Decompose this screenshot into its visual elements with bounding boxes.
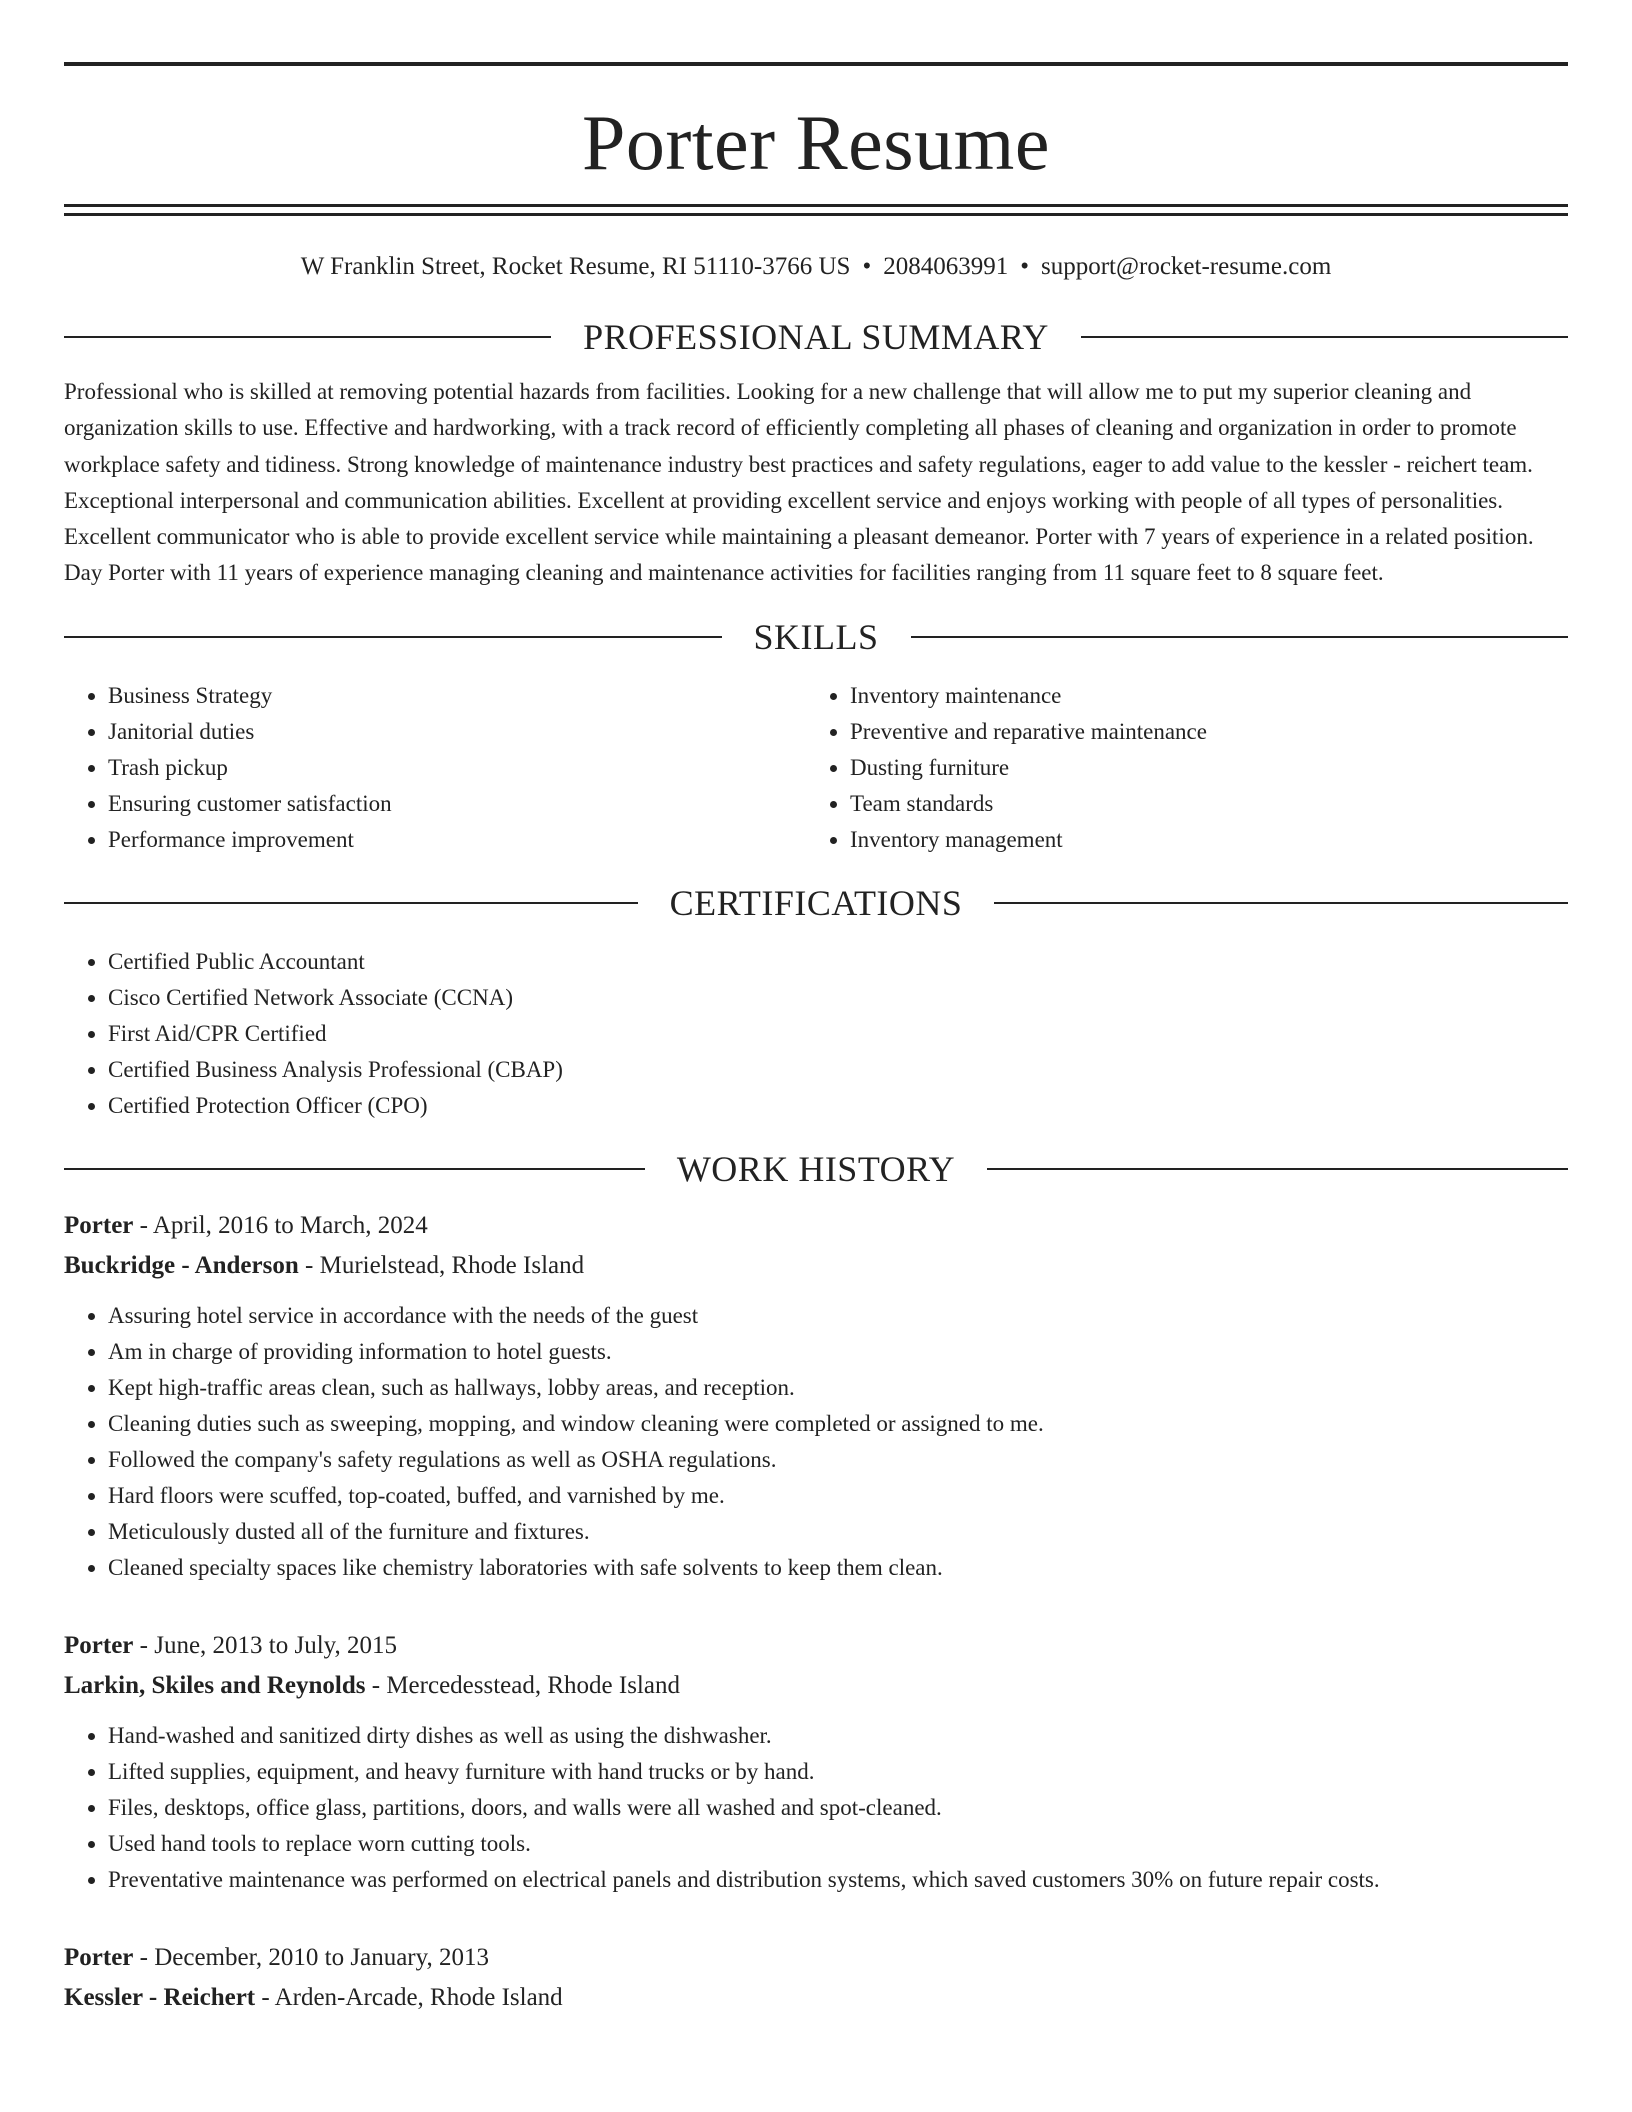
job-title: Porter [64, 1211, 134, 1239]
skills-column-right [806, 678, 1548, 858]
job-bullet: • Cleaning duties such as sweeping, mopping, and window cleaning were completed or assigned to me. [108, 1406, 1568, 1442]
job-company-line [64, 1246, 1568, 1286]
skill-item: • Ensuring customer satisfaction [108, 786, 806, 822]
job-bullet: • Hand-washed and sanitized dirty dishes as well as using the dishwasher. [108, 1718, 1568, 1754]
job-dates: - April, 2016 to March, 2024 [133, 1211, 428, 1239]
job-company: Larkin, Skiles and Reynolds [64, 1671, 366, 1699]
certification-item: • Certified Protection Officer (CPO) [108, 1088, 1568, 1124]
job-bullets [64, 1718, 1568, 1898]
skill-item: • Preventive and reparative maintenance [850, 714, 1548, 750]
skill-item: • Janitorial duties [108, 714, 806, 750]
skill-item: • Business Strategy [108, 678, 806, 714]
section-rule [911, 636, 1569, 638]
job-title-line [64, 1626, 1568, 1666]
summary-text: Professional who is skilled at removing potential hazards from facilities. Looking for a new challenge that will allow me to put my superior cleaning and organization skills to use. Effective and hardworking, with a track record of efficiently completing all phases of cleaning and organization in order to promote workplace safety and tidiness. Strong knowledge of maintenance industry best practices and safety regulations, eager to add value to the kessler - reichert team. Exceptional interpersonal and communication abilities. Excellent at providing excellent service and enjoys working with people of all types of personalities. Excellent communicator who is able to provide excellent service while maintaining a pleasant demeanor. Porter with 7 years of experience in a related position. Day Porter with 11 years of experience managing cleaning and maintenance activities for facilities ranging from 11 square feet to 8 square feet. [64, 379, 1534, 586]
contact-separator: • [862, 253, 872, 280]
job-bullet: • Preventative maintenance was performed on electrical panels and distribution systems, which saved customers 30% on future repair costs. [108, 1862, 1568, 1898]
contact-email: support@rocket-resume.com [1040, 253, 1332, 280]
skill-item: • Inventory management [850, 822, 1548, 858]
section-header-summary [64, 312, 1568, 362]
section-header-work-history [64, 1144, 1568, 1194]
job-company: Kessler - Reichert [64, 1983, 256, 2011]
certification-item: • Cisco Certified Network Associate (CCNA) [108, 980, 1568, 1016]
skill-item: • Dusting furniture [850, 750, 1548, 786]
top-rule [64, 62, 1568, 66]
job-company: Buckridge - Anderson [64, 1251, 299, 1279]
job-bullets [64, 1298, 1568, 1586]
section-rule [64, 336, 551, 338]
job-bullet: • Meticulously dusted all of the furniture and fixtures. [108, 1514, 1568, 1550]
resume-name: Porter Resume [582, 99, 1050, 186]
job-title: Porter [64, 1943, 134, 1971]
section-rule [64, 902, 638, 904]
job-company-line [64, 1978, 1568, 2018]
job-bullet: • Used hand tools to replace worn cutting tools. [108, 1826, 1568, 1862]
section-header-skills [64, 612, 1568, 662]
contact-separator: • [1020, 253, 1029, 280]
job-title: Porter [64, 1631, 134, 1659]
job-bullet: • Am in charge of providing information to hotel guests. [108, 1334, 1568, 1370]
section-rule [1081, 336, 1568, 338]
skill-item: • Performance improvement [108, 822, 806, 858]
job-bullet: • Followed the company's safety regulations as well as OSHA regulations. [108, 1442, 1568, 1478]
job-title-line [64, 1206, 1568, 1246]
job-bullet: • Hard floors were scuffed, top-coated, buffed, and varnished by me. [108, 1478, 1568, 1514]
skill-item: • Inventory maintenance [850, 678, 1548, 714]
job-entry [64, 1626, 1568, 1898]
section-title: CERTIFICATIONS [669, 882, 963, 923]
job-company-line [64, 1666, 1568, 1706]
contact-line [64, 252, 1568, 282]
contact-address: W Franklin Street, Rocket Resume, RI 51110-3766 US [300, 253, 851, 280]
section-title: WORK HISTORY [676, 1148, 956, 1189]
section-rule [987, 1168, 1568, 1170]
skills-column-left [64, 678, 806, 858]
section-title: PROFESSIONAL SUMMARY [583, 317, 1049, 357]
section-rule [64, 1168, 645, 1170]
job-dates: - June, 2013 to July, 2015 [133, 1631, 398, 1659]
section-rule [994, 902, 1568, 904]
job-location: - Murielstead, Rhode Island [298, 1251, 585, 1279]
certification-item: • First Aid/CPR Certified [108, 1016, 1568, 1052]
job-location: - Mercedesstead, Rhode Island [365, 1671, 680, 1699]
job-location: - Arden-Arcade, Rhode Island [255, 1983, 563, 2011]
certification-item: • Certified Business Analysis Professional (CBAP) [108, 1052, 1568, 1088]
job-bullet: • Assuring hotel service in accordance with the needs of the guest [108, 1298, 1568, 1334]
job-title-line [64, 1938, 1568, 1978]
skill-item: • Team standards [850, 786, 1548, 822]
skill-item: • Trash pickup [108, 750, 806, 786]
double-rule [64, 204, 1568, 216]
skills-grid [64, 678, 1568, 858]
job-bullet: • Lifted supplies, equipment, and heavy furniture with hand trucks or by hand. [108, 1754, 1568, 1790]
section-title: SKILLS [753, 616, 879, 657]
job-entry [64, 1938, 1568, 2018]
job-dates: - December, 2010 to January, 2013 [133, 1943, 489, 1971]
certifications-list [64, 944, 1568, 1124]
resume-page [64, 0, 1568, 2018]
job-bullet: • Kept high-traffic areas clean, such as hallways, lobby areas, and reception. [108, 1370, 1568, 1406]
job-bullet: • Cleaned specialty spaces like chemistry laboratories with safe solvents to keep them clean. [108, 1550, 1568, 1586]
section-header-certifications [64, 878, 1568, 928]
section-rule [64, 636, 722, 638]
certification-item: • Certified Public Accountant [108, 944, 1568, 980]
job-bullet: • Files, desktops, office glass, partitions, doors, and walls were all washed and spot-cleaned. [108, 1790, 1568, 1826]
contact-phone: 2084063991 [883, 253, 1009, 280]
job-entry [64, 1206, 1568, 1586]
